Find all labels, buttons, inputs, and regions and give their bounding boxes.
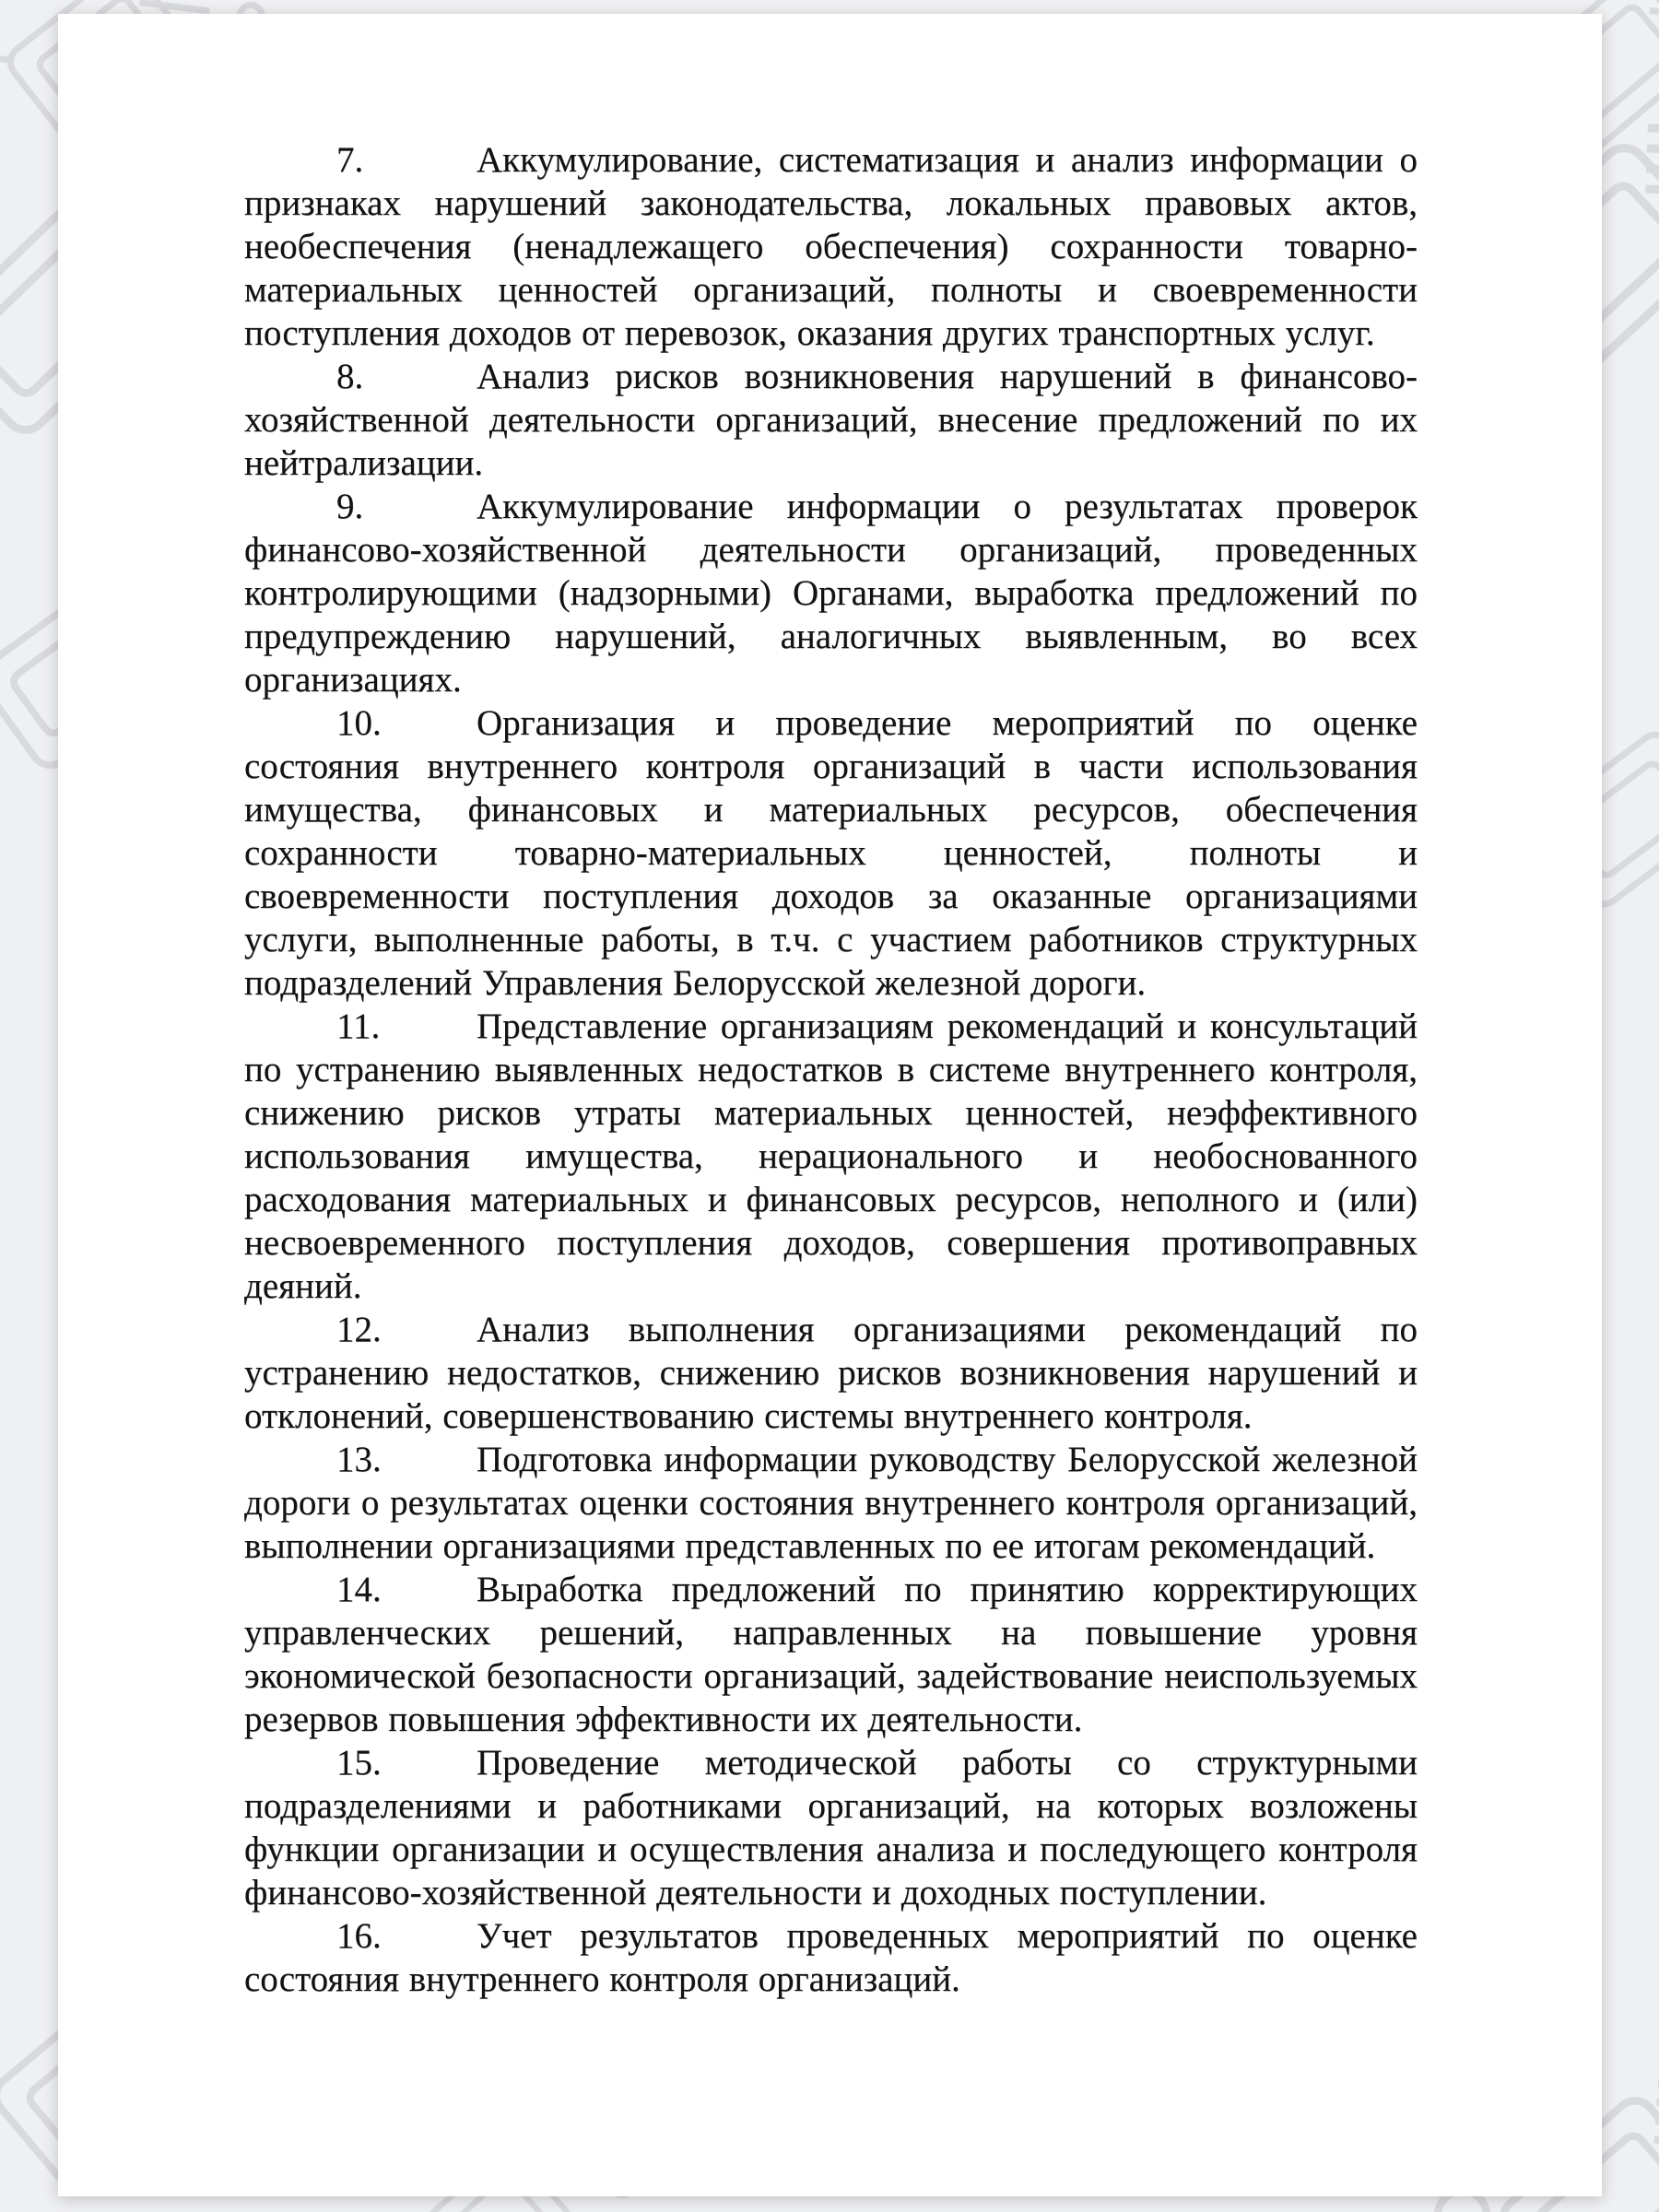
- paragraph-number: 15.: [336, 1743, 382, 1783]
- paragraph-12: [244, 1308, 1418, 1438]
- paragraph-number: 10.: [336, 703, 382, 743]
- paragraph-number: 9.: [336, 487, 364, 526]
- paragraph-9: [244, 485, 1418, 701]
- paragraph-11: [244, 1005, 1418, 1308]
- paragraph-15: [244, 1741, 1418, 1914]
- paragraph-number: 12.: [336, 1310, 382, 1349]
- paragraph-text: Проведение методической работы со структурными подразделениями и работниками организаций, на которых возложены функции организации и осуществления анализа и последующего контроля финансово-хозяйственной деятельности и доходных поступлении.: [244, 1743, 1418, 1912]
- paragraph-number: 16.: [336, 1916, 382, 1956]
- paragraph-text: Учет результатов проведенных мероприятий по оценке состояния внутреннего контроля организаций.: [244, 1916, 1418, 1999]
- paragraph-number: 7.: [336, 140, 364, 180]
- paragraph-16: [244, 1914, 1418, 2001]
- paragraph-number: 14.: [336, 1570, 382, 1609]
- paragraph-text: Представление организациям рекомендаций и консультаций по устранению выявленных недостатков в системе внутреннего контроля, снижению рисков утраты материальных ценностей, неэффективного использования имущества, нерационального и необоснованного расходования материальных и финансовых ресурсов, неполного и (или) несвоевременного поступления доходов, совершения противоправных деяний.: [244, 1006, 1418, 1306]
- paragraph-number: 11.: [336, 1006, 381, 1046]
- paragraph-text: Организация и проведение мероприятий по оценке состояния внутреннего контроля организаций в части использования имущества, финансовых и материальных ресурсов, обеспечения сохранности товарно-материальных ценностей, полноты и своевременности поступления доходов за оказанные организациями услуги, выполненные работы, в т.ч. с участием работников структурных подразделений Управления Белорусской железной дороги.: [244, 703, 1418, 1003]
- paragraph-text: Аккумулирование, систематизация и анализ информации о признаках нарушений законодательства, локальных правовых актов, необеспечения (ненадлежащего обеспечения) сохранности товарно-материальных ценностей организаций, полноты и своевременности поступления доходов от перевозок, оказания других транспортных услуг.: [244, 140, 1418, 353]
- paragraph-8: [244, 355, 1418, 485]
- paragraph-text: Подготовка информации руководству Белорусской железной дороги о результатах оценки состояния внутреннего контроля организаций, выполнении организациями представленных по ее итогам рекомендаций.: [244, 1440, 1418, 1566]
- document-body: [244, 138, 1418, 2001]
- paragraph-7: [244, 138, 1418, 355]
- document-page: [58, 14, 1602, 2196]
- paragraph-14: [244, 1568, 1418, 1741]
- paragraph-text: Выработка предложений по принятию корректирующих управленческих решений, направленных на повышение уровня экономической безопасности организаций, задействование неиспользуемых резервов повышения эффективности их деятельности.: [244, 1570, 1418, 1739]
- paragraph-number: 8.: [336, 357, 364, 396]
- paragraph-number: 13.: [336, 1440, 382, 1479]
- paragraph-text: Аккумулирование информации о результатах проверок финансово-хозяйственной деятельности организаций, проведенных контролирующими (надзорными) Органами, выработка предложений по предупреждению нарушений, аналогичных выявленным, во всех организациях.: [244, 487, 1418, 700]
- paragraph-13: [244, 1438, 1418, 1568]
- paragraph-10: [244, 701, 1418, 1005]
- paragraph-text: Анализ выполнения организациями рекомендаций по устранению недостатков, снижению рисков возникновения нарушений и отклонений, совершенствованию системы внутреннего контроля.: [244, 1310, 1418, 1436]
- paragraph-text: Анализ рисков возникновения нарушений в финансово-хозяйственной деятельности организаций, внесение предложений по их нейтрализации.: [244, 357, 1418, 483]
